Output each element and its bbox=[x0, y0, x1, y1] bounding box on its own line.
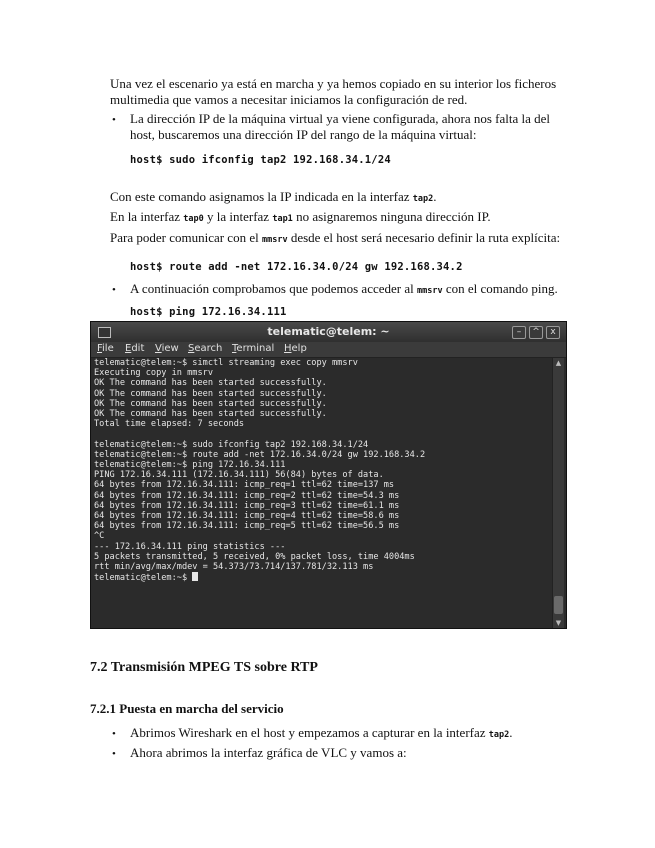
code-route-add: host$ route add -net 172.16.34.0/24 gw 192.168.34.2 bbox=[130, 261, 463, 273]
text-segment: Para poder comunicar con el bbox=[110, 230, 262, 245]
scroll-up-icon[interactable]: ▲ bbox=[555, 359, 562, 367]
terminal-line: Executing copy in mmsrv bbox=[94, 368, 213, 379]
code-ifconfig: host$ sudo ifconfig tap2 192.168.34.1/24 bbox=[130, 154, 391, 166]
code-ping: host$ ping 172.16.34.111 bbox=[130, 306, 287, 318]
text-segment: . bbox=[509, 725, 513, 740]
inline-code-tap0: tap0 bbox=[183, 214, 204, 224]
terminal-line: rtt min/avg/max/mdev = 54.373/73.714/137.781/32.113 ms bbox=[94, 562, 374, 573]
terminal-menubar bbox=[91, 342, 566, 358]
terminal-line bbox=[93, 429, 552, 439]
terminal-line: OK The command has been started successfully. bbox=[94, 378, 327, 389]
terminal-line: OK The command has been started successfully. bbox=[94, 409, 327, 420]
terminal-line: 64 bytes from 172.16.34.111: icmp_req=5 ttl=62 time=56.5 ms bbox=[94, 521, 400, 532]
terminal-titlebar bbox=[91, 322, 566, 342]
paragraph-assign-ip bbox=[110, 189, 437, 207]
inline-code-mmsrv: mmsrv bbox=[261, 235, 288, 245]
terminal-window bbox=[90, 321, 567, 629]
menu-terminal[interactable]: Terminal bbox=[232, 343, 275, 354]
close-icon[interactable]: x bbox=[546, 326, 560, 339]
inline-code-mmsrv: mmsrv bbox=[417, 286, 443, 296]
minimize-icon[interactable]: – bbox=[512, 326, 526, 339]
terminal-scrollbar[interactable] bbox=[552, 358, 564, 628]
scroll-down-icon[interactable]: ▼ bbox=[555, 619, 562, 627]
menu-help[interactable]: Help bbox=[284, 343, 307, 354]
subsection-heading: 7.2.1 Puesta en marcha del servicio bbox=[90, 701, 284, 716]
terminal-line: 64 bytes from 172.16.34.111: icmp_req=3 ttl=62 time=61.1 ms bbox=[94, 500, 400, 511]
menu-file[interactable]: File bbox=[97, 343, 114, 354]
bullet-ip-config: La dirección IP de la máquina virtual ya viene configurada, ahora nos falta la del host, buscaremos una dirección IP del rango de la máquina virtual: bbox=[130, 111, 551, 142]
terminal-line: OK The command has been started successfully. bbox=[94, 398, 327, 409]
terminal-line: telematic@telem:~$ route add -net 172.16.34.0/24 gw 192.168.34.2 bbox=[94, 449, 426, 460]
inline-code-tap2: tap2 bbox=[412, 194, 434, 204]
text-segment: En la interfaz bbox=[110, 209, 184, 224]
bullet-marker: • bbox=[112, 728, 116, 740]
terminal-line: 64 bytes from 172.16.34.111: icmp_req=1 ttl=62 time=137 ms bbox=[94, 480, 395, 491]
menu-search[interactable]: Search bbox=[188, 343, 223, 354]
terminal-line: telematic@telem:~$ simctl streaming exec copy mmsrv bbox=[94, 358, 358, 368]
bullet-marker: • bbox=[112, 284, 116, 296]
terminal-line: 64 bytes from 172.16.34.111: icmp_req=2 ttl=62 time=54.3 ms bbox=[94, 490, 400, 501]
bullet-ping-check bbox=[130, 281, 558, 299]
text-segment: . bbox=[433, 189, 437, 204]
paragraph-route bbox=[110, 230, 560, 248]
text-segment: Abrimos Wireshark en el host y empezamos a capturar en la interfaz bbox=[130, 725, 489, 740]
text-segment: con el comando ping. bbox=[442, 281, 558, 296]
text-segment: A continuación comprobamos que podemos acceder al bbox=[130, 281, 417, 296]
terminal-line: OK The command has been started successfully. bbox=[94, 388, 327, 399]
terminal-prompt: telematic@telem:~$ bbox=[94, 573, 193, 584]
bullet-marker: • bbox=[112, 114, 116, 126]
inline-code-tap1: tap1 bbox=[272, 214, 293, 224]
terminal-line: telematic@telem:~$ sudo ifconfig tap2 192.168.34.1/24 bbox=[94, 439, 369, 450]
scrollbar-thumb[interactable] bbox=[554, 596, 563, 614]
maximize-icon[interactable]: ^ bbox=[529, 326, 543, 339]
text-segment: desde el host será necesario definir la ruta explícita: bbox=[287, 230, 561, 245]
terminal-line: PING 172.16.34.111 (172.16.34.111) 56(84) bytes of data. bbox=[94, 470, 384, 481]
terminal-line: 64 bytes from 172.16.34.111: icmp_req=4 ttl=62 time=58.6 ms bbox=[94, 511, 400, 522]
terminal-title: telematic@telem: ~ bbox=[267, 325, 390, 338]
text-segment: no asignaremos ninguna dirección IP. bbox=[292, 209, 491, 224]
bullet-marker: • bbox=[112, 748, 116, 760]
bullet-vlc: Ahora abrimos la interfaz gráfica de VLC y vamos a: bbox=[130, 745, 407, 760]
terminal-screen[interactable] bbox=[93, 358, 552, 628]
text-segment: Con este comando asignamos la IP indicada en la interfaz bbox=[110, 189, 413, 204]
terminal-line: ^C bbox=[94, 531, 105, 542]
inline-code-tap2: tap2 bbox=[488, 730, 510, 740]
terminal-cursor bbox=[192, 572, 198, 581]
terminal-line: 5 packets transmitted, 5 received, 0% packet loss, time 4004ms bbox=[94, 551, 415, 562]
bullet-wireshark bbox=[130, 725, 513, 743]
intro-paragraph: Una vez el escenario ya está en marcha y ya hemos copiado en su interior los ficheros multimedia que vamos a necesitar iniciamos la configuración de red. bbox=[110, 76, 557, 107]
section-heading: 7.2 Transmisión MPEG TS sobre RTP bbox=[90, 660, 318, 675]
terminal-line: --- 172.16.34.111 ping statistics --- bbox=[94, 541, 286, 552]
text-segment: y la interfaz bbox=[203, 209, 273, 224]
menu-edit[interactable]: Edit bbox=[125, 343, 145, 354]
menu-view[interactable]: View bbox=[155, 343, 179, 354]
paragraph-tap-interfaces bbox=[110, 209, 491, 227]
terminal-prompt-line bbox=[93, 572, 552, 583]
terminal-line: telematic@telem:~$ ping 172.16.34.111 bbox=[94, 460, 286, 471]
terminal-line: Total time elapsed: 7 seconds bbox=[94, 419, 245, 430]
